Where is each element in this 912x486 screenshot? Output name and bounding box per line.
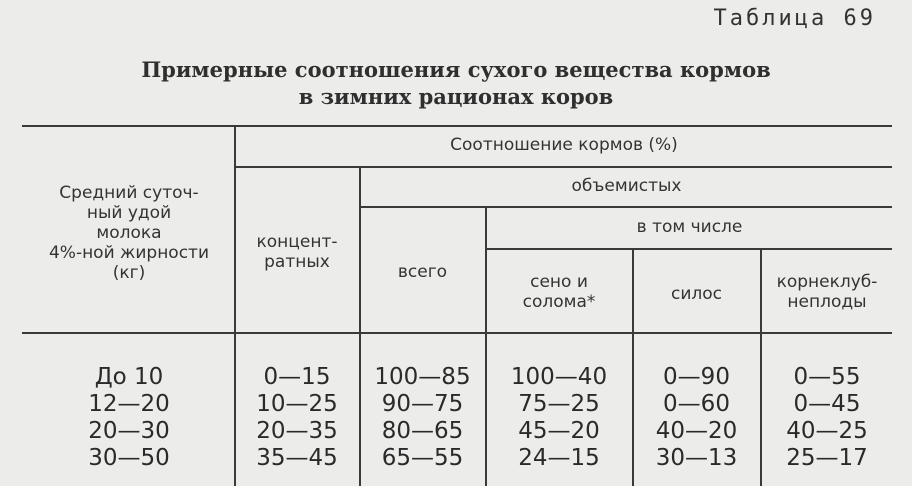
cell-yield: 20—30 bbox=[88, 418, 170, 444]
table-title-line-2: в зимних рационах коров bbox=[298, 84, 614, 109]
header-yield: Средний суточ- ный удой молока 4%-ной жирности (кг) bbox=[48, 183, 210, 283]
table-title-line-1: Примерные соотношения сухого вещества кормов bbox=[141, 57, 771, 82]
table-number: Таблица 69 bbox=[713, 6, 876, 31]
header-ratio: Соотношение кормов (%) bbox=[450, 135, 678, 155]
cell-silage: 0—90 bbox=[663, 364, 730, 390]
table-title bbox=[0, 56, 912, 110]
table-top-rule bbox=[22, 125, 892, 127]
cell-concentrates: 0—15 bbox=[263, 364, 331, 390]
cell-roots: 0—45 bbox=[793, 391, 861, 417]
cell-yield: 30—50 bbox=[88, 445, 170, 471]
cell-roots: 40—25 bbox=[786, 418, 868, 444]
cell-total: 100—85 bbox=[374, 364, 471, 390]
including-header-rule bbox=[486, 248, 892, 250]
cell-silage: 30—13 bbox=[655, 445, 738, 471]
cell-silage: 0—60 bbox=[663, 391, 730, 417]
cell-yield: 12—20 bbox=[88, 391, 170, 417]
cell-total: 90—75 bbox=[381, 391, 464, 417]
cell-roots: 0—55 bbox=[793, 364, 861, 390]
cell-roots: 25—17 bbox=[786, 445, 868, 471]
column-divider-3 bbox=[485, 206, 487, 486]
cell-concentrates: 20—35 bbox=[256, 418, 338, 444]
header-hay: сено и солома* bbox=[522, 272, 596, 312]
cell-total: 80—65 bbox=[381, 418, 464, 444]
header-roots: корнеклуб- неплоды bbox=[776, 272, 878, 312]
cell-concentrates: 10—25 bbox=[256, 391, 338, 417]
cell-hay: 45—20 bbox=[518, 418, 600, 444]
cell-hay: 75—25 bbox=[518, 391, 600, 417]
cell-total: 65—55 bbox=[381, 445, 464, 471]
roughage-header-rule bbox=[360, 206, 892, 208]
cell-yield: До 10 bbox=[94, 364, 164, 390]
cell-concentrates: 35—45 bbox=[256, 445, 338, 471]
header-roughage: объемистых bbox=[571, 176, 682, 196]
cell-hay: 24—15 bbox=[518, 445, 600, 471]
cell-silage: 40—20 bbox=[655, 418, 738, 444]
header-silage: силос bbox=[670, 284, 722, 304]
header-total: всего bbox=[397, 262, 448, 282]
header-including: в том числе bbox=[636, 217, 743, 237]
header-concentrates: концент- ратных bbox=[256, 232, 338, 272]
ratio-header-rule bbox=[234, 166, 892, 168]
cell-hay: 100—40 bbox=[510, 364, 608, 390]
